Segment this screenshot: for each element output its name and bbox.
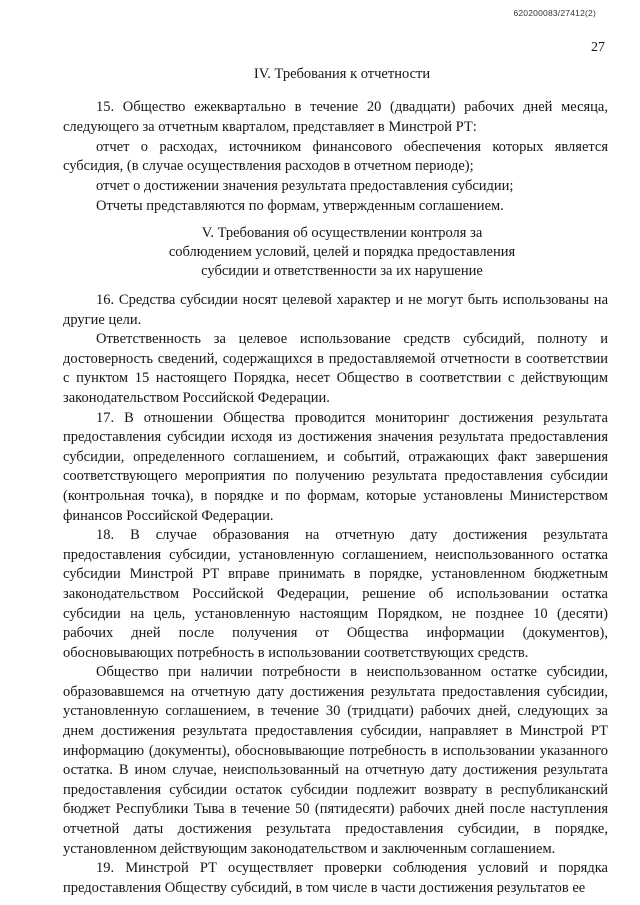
page-number: 27 xyxy=(591,40,605,55)
section-5-title-line: соблюдением условий, целей и порядка предоставления xyxy=(168,244,516,260)
section-5-body xyxy=(63,291,608,898)
paragraph-17: 17. В отношении Общества проводится мониторинг достижения результата предоставления субсидии исходя из достижения значения результата предоставления субсидии, определенного соглашением, и событий, отражающих факт завершения соответствующего мероприятия по получению результата предоставления субсидии (контрольная точка), в порядке и по формам, которые установлены Министерством финансов Российской Федерации. xyxy=(63,409,608,524)
paragraph-report-forms: Отчеты представляются по формам, утвержденным соглашением. xyxy=(96,197,504,214)
paragraph-result-report: отчет о достижении значения результата предоставления субсидии; xyxy=(96,178,514,195)
paragraph-19: 19. Минстрой РТ осуществляет проверки соблюдения условий и порядка предоставления Обществу субсидий, в том числе в части достижения результатов ее xyxy=(63,860,608,896)
document-id: 620200083/27412(2) xyxy=(513,8,596,18)
section-5-title xyxy=(92,224,592,281)
section-5-title-line: V. Требования об осуществлении контроля за xyxy=(201,225,483,241)
section-5-title-line: субсидии и ответственности за их нарушение xyxy=(201,263,483,279)
paragraph-15: 15. Общество ежеквартально в течение 20 (двадцати) рабочих дней месяца, следующего за отчетным кварталом, представляет в Минстрой РТ: xyxy=(63,99,608,135)
paragraph-expense-report: отчет о расходах, источником финансового обеспечения которых является субсидия, (в случае осуществления расходов в отчетном периоде); xyxy=(63,138,608,175)
paragraph-18: 18. В случае образования на отчетную дату достижения результата предоставления субсидии, установленную соглашением, неиспользованного остатка субсидии Минстрой РТ вправе принимать в порядке, установленном бюджетным законодательством Российской Федерации, решение об использовании остатка субсидии на цель, установленную настоящим Порядком, не позднее 10 (десяти) рабочих дней после получения от Общества информации (документов), обосновывающих потребность в использовании соответствующих средств. xyxy=(63,527,608,661)
paragraph-responsibility: Ответственность за целевое использование средств субсидий, полноту и достоверность сведений, содержащихся в предоставляемой отчетности в соответствии с пунктом 15 настоящего Порядка, несет Общество в соответствии с действующим законодательством Российской Федерации. xyxy=(63,331,608,406)
paragraph-16: 16. Средства субсидии носят целевой характер и не могут быть использованы на другие цели. xyxy=(63,292,608,328)
paragraph-remainder: Общество при наличии потребности в неиспользованном остатке субсидии, образовавшемся на отчетную дату достижения результата предоставления субсидии, установленную соглашением, в течение 30 (тридцати) рабочих дней, следующих за днем достижения результата предоставления субсидии, направляет в Минстрой РТ информацию (документы), обосновывающие потребность в использовании указанного остатка. В ином случае, неиспользованный на отчетную дату достижения результата предоставления субсидии остаток субсидии подлежит возврату в республиканский бюджет Республики Тыва в течение 50 (пятидесяти) рабочих дней после наступления отчетной даты достижения результата предоставления субсидии, в порядке, установленном действующим законодательством и заключенным соглашением. xyxy=(63,664,608,857)
section-4-body xyxy=(63,98,608,217)
section-4-title: IV. Требования к отчетности xyxy=(253,66,431,82)
